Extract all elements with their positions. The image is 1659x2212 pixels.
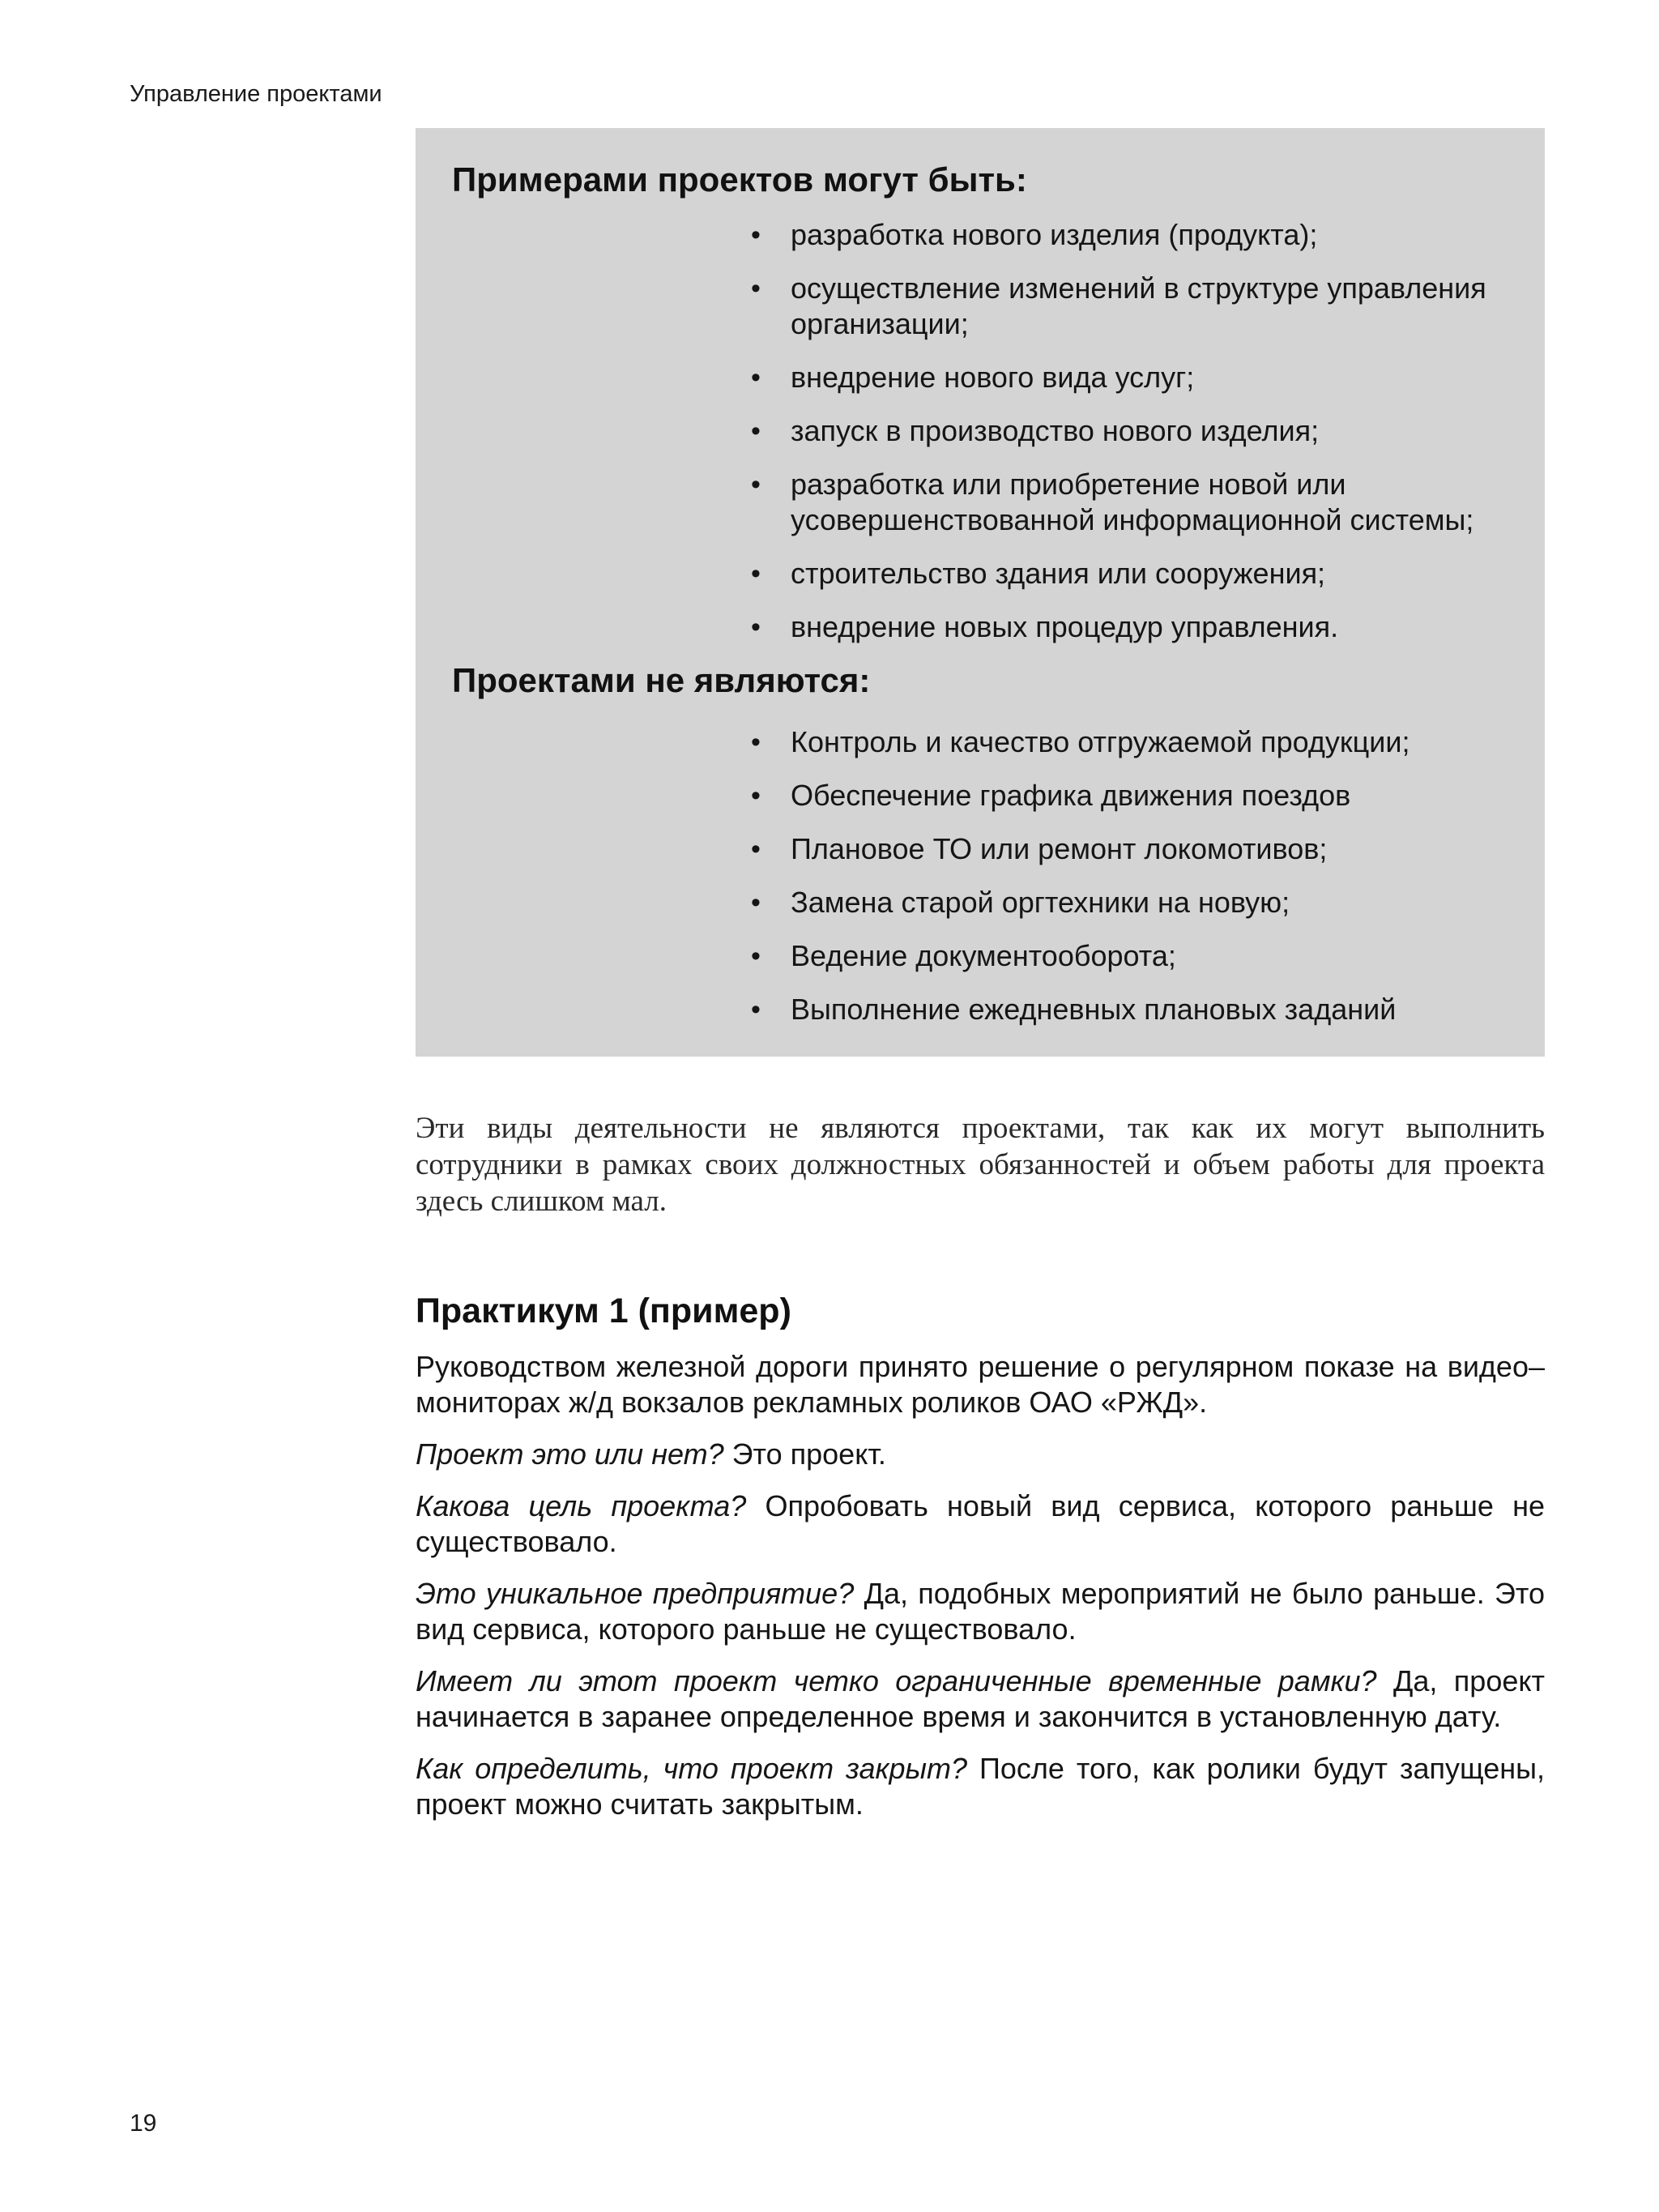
qa-paragraph [416, 1751, 1545, 1822]
question: Проект это или нет? [416, 1437, 724, 1471]
answer: Опробовать новый вид сервиса, которого раньше не существовало. [416, 1489, 1545, 1558]
bullet-icon: • [751, 416, 761, 446]
practicum-body [416, 1349, 1545, 1838]
bullet-icon: • [751, 780, 761, 811]
answer: Это проект. [731, 1437, 886, 1471]
list-item: • разработка нового изделия (продукта); [751, 218, 1318, 251]
bullet-icon: • [751, 941, 761, 971]
bullet-icon: • [751, 362, 761, 393]
practicum-title: Практикум 1 (пример) [416, 1292, 791, 1330]
question: Имеет ли этот проект четко ограниченные временные рамки? [416, 1664, 1377, 1697]
list-item: • внедрение новых процедур управления. [751, 610, 1339, 643]
question: Это уникальное предприятие? [416, 1577, 855, 1610]
page-number: 19 [130, 2110, 157, 2137]
nonprojects-list [748, 724, 1525, 1045]
practicum-intro: Руководством железной дороги принято решение о регулярном показе на видео–мониторах ж/д вокзалов рекламных роликов ОАО «РЖД». [416, 1350, 1545, 1419]
bullet-icon: • [751, 273, 761, 304]
answer: После того, как ролики будут запущены, проект можно считать закрытым. [416, 1752, 1545, 1821]
question: Какова цель проекта? [416, 1489, 747, 1522]
question: Как определить, что проект закрыт? [416, 1752, 967, 1785]
answer: Да, проект начинается в заранее определенное время и закончится в установленную дату. [416, 1664, 1546, 1733]
examples-list [748, 217, 1525, 663]
list-item: • Ведение документооборота; [751, 939, 1176, 972]
qa-paragraph [416, 1437, 1545, 1472]
list-item: • строительство здания или сооружения; [751, 557, 1326, 590]
bullet-icon: • [751, 887, 761, 918]
bullet-icon: • [751, 994, 761, 1025]
list-item: • Контроль и качество отгружаемой продукции; [751, 725, 1410, 758]
list-item: • Плановое ТО или ремонт локомотивов; [751, 832, 1328, 865]
bullet-icon: • [751, 727, 761, 758]
list-item: • осуществление изменений в структуре управления организации; [751, 271, 1486, 340]
bullet-icon: • [751, 612, 761, 643]
explanation-paragraph: Эти виды деятельности не являются проектами, так как их могут выполнить сотрудники в рамках своих должностных обязанностей и объем работы для проекта здесь слишком мал. [416, 1112, 1545, 1218]
nonprojects-heading: Проектами не являются: [452, 661, 871, 699]
examples-box [416, 128, 1545, 1057]
bullet-icon: • [751, 558, 761, 589]
qa-paragraph [416, 1576, 1545, 1647]
examples-heading: Примерами проектов могут быть: [452, 160, 1027, 199]
qa-paragraph [416, 1488, 1545, 1560]
qa-paragraph [416, 1663, 1545, 1735]
answer: Да, подобных мероприятий не было раньше. Это вид сервиса, которого раньше не существовало. [416, 1577, 1546, 1646]
bullet-icon: • [751, 834, 761, 865]
list-item: • запуск в производство нового изделия; [751, 414, 1320, 447]
running-head: Управление проектами [130, 81, 382, 107]
list-item: • Выполнение ежедневных плановых заданий [751, 993, 1397, 1026]
list-item: • Обеспечение графика движения поездов [751, 779, 1351, 812]
bullet-icon: • [751, 469, 761, 500]
list-item: • разработка или приобретение новой или усовершенствованной информационной системы; [751, 468, 1474, 536]
list-item: • внедрение нового вида услуг; [751, 361, 1195, 394]
list-item: • Замена старой оргтехники на новую; [751, 886, 1290, 919]
bullet-icon: • [751, 220, 761, 250]
